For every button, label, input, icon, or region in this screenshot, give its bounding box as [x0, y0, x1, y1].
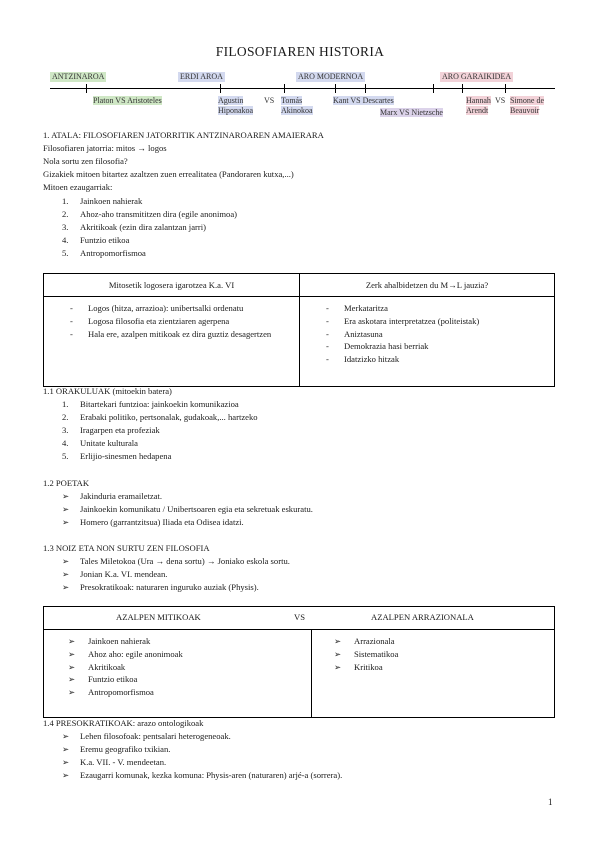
page-number: 1	[548, 797, 553, 807]
list-item: Jainkoen nahierak	[80, 196, 143, 206]
list-item: Presokratikoak: naturaren inguruko auziak (Physis).	[80, 582, 259, 592]
era-aro-modernoa: ARO MODERNOA	[298, 72, 364, 81]
list-item: Erlijio-sinesmen hedapena	[80, 451, 172, 461]
list-item: Eremu geografiko txikian.	[80, 744, 171, 754]
section-heading: 1.3 NOIZ ETA NON SURTU ZEN FILOSOFIA	[43, 543, 210, 553]
section-heading: 1.2 POETAK	[43, 478, 90, 488]
list-item: Bitartekari funtzioa: jainkoekin komunikazioa	[80, 399, 239, 409]
timeline-label: Agustin	[218, 96, 244, 105]
list-item: Funtzio etikoa	[80, 235, 130, 245]
table-cell	[312, 630, 555, 718]
era-erdi-aroa: ERDI AROA	[180, 72, 223, 81]
arrow-bullet-icon: ➢	[62, 757, 70, 767]
section-heading: 1.4 PRESOKRATIKOAK: arazo ontologikoak	[43, 718, 204, 728]
list-item: ➢ Sistematikoa	[334, 648, 399, 659]
timeline-label: VS	[495, 96, 506, 105]
list-number: 3.	[62, 222, 69, 232]
page-title: FILOSOFIAREN HISTORIA	[215, 44, 385, 59]
table-cell	[300, 297, 555, 387]
arrow-bullet-icon: ➢	[62, 491, 70, 501]
list-number: 5.	[62, 248, 69, 258]
timeline-tick	[365, 84, 366, 93]
mitiko-arrazional-table	[43, 606, 555, 718]
list-item: Jainkoekin komunikatu / Unibertsoaren egia eta sekretuak eskuratu.	[80, 504, 313, 514]
list-number: 3.	[62, 425, 69, 435]
list-number: 2.	[62, 412, 69, 422]
list-number: 2.	[62, 209, 69, 219]
timeline-label: Tomás	[281, 96, 303, 105]
list-number: 4.	[62, 235, 69, 245]
arrow-bullet-icon: ➢	[62, 569, 70, 579]
arrow-bullet-icon: ➢	[62, 731, 70, 741]
list-item: - Logos (hitza, arrazioa): unibertsalki ordenatu	[70, 303, 244, 313]
list-item: ➢ Kritikoa	[334, 661, 383, 672]
list-item: ➢ Jainkoen nahierak	[68, 636, 151, 646]
table-header-left: AZALPEN MITIKOAK	[116, 612, 201, 622]
list-item: - Logosa filosofia eta zientziaren agerpena	[70, 315, 230, 326]
list-item: - Merkataritza	[326, 303, 388, 313]
list-item: ➢ Arrazionala	[334, 636, 395, 646]
list-item: Ezaugarri komunak, kezka komuna: Physis-aren (naturaren) arjé-a (sorrera).	[80, 770, 343, 780]
text-line: Nola sortu zen filosofia?	[43, 156, 128, 166]
text-line: Filosofiaren jatorria: mitos → logos	[43, 143, 167, 153]
timeline-label: Simone de	[510, 96, 544, 105]
arrow-bullet-icon: ➢	[62, 744, 70, 754]
timeline-tick	[86, 84, 87, 93]
table-header-vs: VS	[294, 612, 305, 622]
list-item: Jakinduria eramailetzat.	[80, 491, 163, 501]
timeline-label: VS	[264, 96, 275, 105]
era-aro-garaikidea: ARO GARAIKIDEA	[442, 72, 512, 81]
timeline-label: Platon VS Aristoteles	[93, 96, 162, 105]
table-cell	[44, 297, 300, 387]
arrow-bullet-icon: ➢	[62, 504, 70, 514]
list-item: - Era askotara interpretatzea (politeistak)	[326, 315, 480, 326]
mitos-logos-table	[43, 273, 555, 387]
list-item: Iragarpen eta profeziak	[80, 425, 160, 435]
section-heading: 1. ATALA: FILOSOFIAREN JATORRITIK ANTZINAROAREN AMAIERARA	[43, 130, 324, 140]
text-line: Mitoen ezaugarriak:	[43, 182, 113, 192]
list-item: ➢ Funtzio etikoa	[68, 674, 138, 685]
list-number: 1.	[62, 196, 69, 206]
timeline-tick	[433, 84, 434, 93]
table-header-right: AZALPEN ARRAZIONALA	[371, 612, 474, 622]
arrow-bullet-icon: ➢	[62, 770, 70, 780]
list-item: Unitate kulturala	[80, 438, 138, 448]
list-item: Antropomorfismoa	[80, 248, 146, 258]
section-heading: 1.1 ORAKULUAK (mitoekin batera)	[43, 386, 172, 396]
list-item: - Idatzizko hitzak	[326, 354, 400, 365]
list-item: - Aniztasuna	[326, 328, 383, 339]
arrow-bullet-icon: ➢	[62, 582, 70, 592]
timeline-label: Beauvoir	[510, 106, 540, 115]
timeline-label: Akinokoa	[281, 106, 313, 115]
list-item: ➢ Ahoz aho: egile anonimoak	[68, 648, 183, 659]
timeline-tick	[284, 84, 285, 93]
list-item: Tales Miletokoa (Ura → dena sortu) → Joniako eskola sortu.	[80, 556, 290, 566]
timeline-label: Arendt	[466, 106, 489, 115]
list-item: - Hala ere, azalpen mitikoak ez dira guztiz desagertzen	[70, 328, 272, 339]
table-header: Zerk ahalbidetzen du M→L jauzia?	[300, 274, 555, 297]
list-item: Erabaki politiko, pertsonalak, gudakoak,... hartzeko	[80, 412, 258, 422]
list-item: ➢ Antropomorfismoa	[68, 687, 154, 698]
timeline-label: Hannah	[466, 96, 491, 105]
timeline-tick	[462, 84, 463, 93]
list-item: Lehen filosofoak: pentsalari heterogeneoak.	[80, 731, 231, 741]
timeline-label: Kant VS Descartes	[333, 96, 394, 105]
timeline-label: Hiponakoa	[218, 106, 254, 115]
timeline-tick	[505, 84, 506, 93]
era-antzinaroa: ANTZINAROA	[52, 72, 105, 81]
list-number: 4.	[62, 438, 69, 448]
list-item: Jonian K.a. VI. mendean.	[80, 569, 168, 579]
list-item: Ahoz-aho transmititzen dira (egile anonimoa)	[80, 209, 238, 219]
arrow-bullet-icon: ➢	[62, 556, 70, 566]
arrow-bullet-icon: ➢	[62, 517, 70, 527]
list-item: ➢ Akritikoak	[68, 661, 126, 672]
list-item: - Demokrazia hasi berriak	[326, 341, 429, 352]
timeline-tick	[220, 84, 221, 93]
table-header: Mitosetik logosera igarotzea K.a. VI	[44, 274, 300, 297]
timeline-tick	[335, 84, 336, 93]
list-number: 5.	[62, 451, 69, 461]
list-item: K.a. VII. - V. mendeetan.	[80, 757, 167, 767]
table-cell	[44, 630, 312, 718]
timeline-label: Marx VS Nietzsche	[380, 108, 443, 117]
timeline-axis	[50, 88, 555, 89]
list-item: Homero (garrantzitsua) Iliada eta Odisea idatzi.	[80, 517, 244, 527]
list-item: Akritikoak (ezin dira zalantzan jarri)	[80, 222, 206, 232]
text-line: Gizakiek mitoen bitartez azaltzen zuen errealitatea (Pandoraren kutxa,...)	[43, 169, 294, 179]
table-header	[44, 607, 555, 630]
list-number: 1.	[62, 399, 69, 409]
